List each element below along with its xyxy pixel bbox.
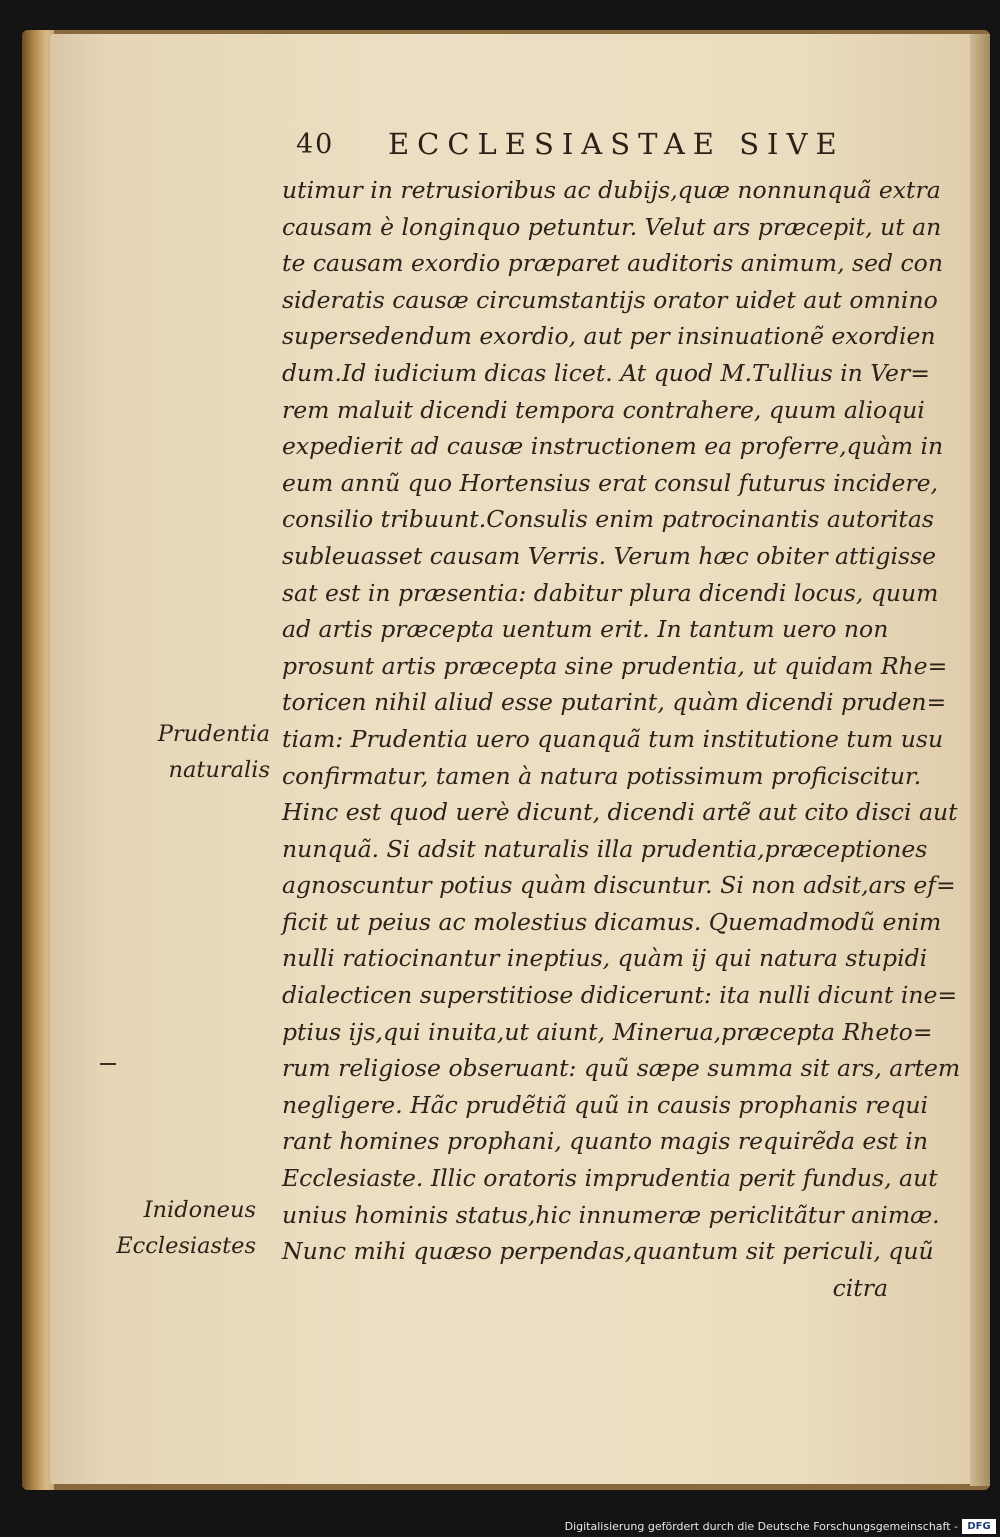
page-number: 40 bbox=[296, 129, 335, 160]
text-line: dum.Id iudicium dicas licet. At quod M.Tullius in Ver= bbox=[282, 358, 930, 387]
text-line: unius hominis status,hic innumeræ periclitãtur animæ. bbox=[282, 1200, 940, 1229]
text-line: rem maluit dicendi tempora contrahere, quum alioqui bbox=[282, 395, 925, 424]
text-line: te causam exordio præparet auditoris animum, sed con bbox=[282, 249, 943, 278]
marginal-note-naturalis: naturalis bbox=[168, 757, 270, 783]
text-line: rum religiose obseruant: quũ sæpe summa sit ars, artem bbox=[282, 1054, 961, 1083]
text-line: ficit ut peius ac molestius dicamus. Quemadmodũ enim bbox=[282, 907, 942, 936]
text-line: utimur in retrusioribus ac dubijs,quæ nonnunquã extra bbox=[282, 176, 941, 204]
page-header bbox=[296, 127, 856, 169]
catchword: citra bbox=[832, 1273, 888, 1302]
text-line: expedierit ad causæ instructionem ea proferre,quàm in bbox=[282, 432, 944, 461]
text-line: rant homines prophani, quanto magis requirẽda est in bbox=[282, 1127, 928, 1156]
margin-dash-mark bbox=[100, 1063, 116, 1065]
text-line: ptius ijs,qui inuita,ut aiunt, Minerua,præcepta Rheto= bbox=[282, 1017, 933, 1046]
text-line: nunquã. Si adsit naturalis illa prudentia,præceptiones bbox=[282, 834, 928, 863]
text-line: negligere. Hãc prudẽtiã quũ in causis prophanis requi bbox=[282, 1090, 929, 1119]
text-line: prosunt artis præcepta sine prudentia, ut quidam Rhe= bbox=[282, 651, 948, 680]
text-line: consilio tribuunt.Consulis enim patrocinantis autoritas bbox=[282, 505, 934, 534]
marginal-note-inidoneus: Inidoneus bbox=[143, 1197, 256, 1223]
text-line: ad artis præcepta uentum erit. In tantum uero non bbox=[282, 615, 889, 644]
dfg-logo: DFG bbox=[962, 1519, 996, 1534]
text-line: subleuasset causam Verris. Verum hæc obiter attigisse bbox=[282, 541, 937, 570]
body-text bbox=[260, 172, 961, 1306]
marginal-note-ecclesiastes: Ecclesiastes bbox=[116, 1233, 256, 1259]
text-line: agnoscuntur potius quàm discuntur. Si non adsit,ars ef= bbox=[282, 871, 956, 900]
running-title: ECCLESIASTAE SIVE bbox=[388, 127, 845, 161]
text-line: tiam: Prudentia uero quanquã tum institutione tum usu bbox=[282, 724, 944, 753]
text-line: nulli ratiocinantur ineptius, quàm ij qui natura stupidi bbox=[282, 944, 928, 973]
page-stack-edge bbox=[970, 34, 990, 1486]
text-line: toricen nihil aliud esse putarint, quàm dicendi pruden= bbox=[282, 688, 947, 717]
text-line: sat est in præsentia: dabitur plura dicendi locus, quum bbox=[282, 578, 939, 607]
text-line: sideratis causæ circumstantijs orator uidet aut omnino bbox=[282, 285, 938, 314]
funding-credit: Digitalisierung gefördert durch die Deutsche Forschungsgemeinschaft - bbox=[564, 1520, 958, 1533]
text-line: supersedendum exordio, aut per insinuationẽ exordien bbox=[282, 322, 936, 351]
text-line: Ecclesiaste. Illic oratoris imprudentia perit fundus, aut bbox=[282, 1164, 938, 1193]
marginal-note-prudentia: Prudentia bbox=[157, 721, 270, 747]
text-line: causam è longinquo petuntur. Velut ars præcepit, ut an bbox=[282, 212, 942, 241]
text-line: confirmatur, tamen à natura potissimum proficiscitur. bbox=[282, 761, 922, 790]
text-line: Hinc est quod uerè dicunt, dicendi artẽ aut cito disci aut bbox=[282, 798, 958, 827]
text-line: dialecticen superstitiose didicerunt: ita nulli dicunt ine= bbox=[282, 981, 958, 1010]
text-line: eum annũ quo Hortensius erat consul futurus incidere, bbox=[282, 468, 938, 497]
text-line: Nunc mihi quæso perpendas,quantum sit periculi, quũ bbox=[282, 1237, 934, 1266]
